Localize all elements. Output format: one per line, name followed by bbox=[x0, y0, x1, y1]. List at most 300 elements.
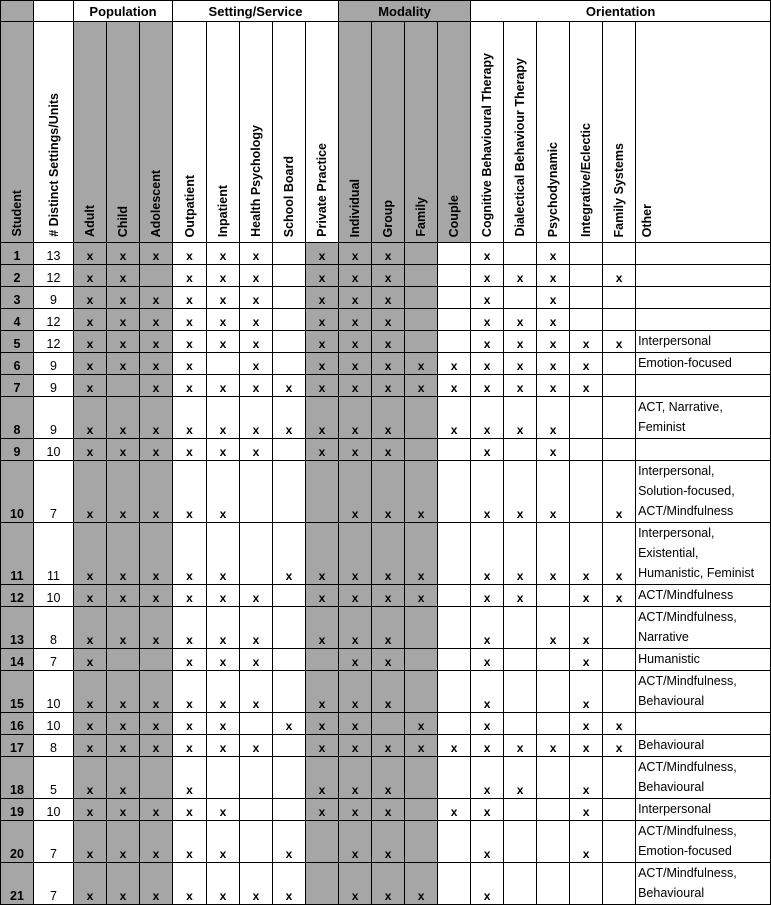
other-orientation-line: ACT/Mindfulness, bbox=[638, 760, 737, 774]
inpatient-cell: x bbox=[207, 243, 240, 265]
other-orientation-line: Interpersonal bbox=[638, 802, 712, 816]
school-board-cell bbox=[273, 607, 306, 649]
family-systems-cell bbox=[603, 757, 636, 799]
outpatient-cell: x bbox=[173, 585, 207, 607]
cbt-cell: x bbox=[471, 439, 504, 461]
outpatient-cell: x bbox=[173, 671, 207, 713]
inpatient-cell: x bbox=[207, 607, 240, 649]
dbt-cell: x bbox=[504, 523, 537, 585]
child-cell: x bbox=[107, 713, 140, 735]
outpatient-cell: x bbox=[173, 265, 207, 287]
cbt-cell: x bbox=[471, 243, 504, 265]
child-cell: x bbox=[107, 523, 140, 585]
other-orientation-cell bbox=[636, 243, 771, 265]
health-psychology-cell: x bbox=[240, 331, 273, 353]
outpatient-cell: x bbox=[173, 461, 207, 523]
table-row bbox=[1, 757, 771, 799]
family-systems-cell bbox=[603, 397, 636, 439]
child-cell bbox=[107, 649, 140, 671]
integrative-eclectic-cell bbox=[570, 461, 603, 523]
adolescent-cell bbox=[140, 265, 173, 287]
family-systems-cell bbox=[603, 375, 636, 397]
individual-cell: x bbox=[339, 863, 372, 905]
adolescent-cell: x bbox=[140, 523, 173, 585]
school-board-cell bbox=[273, 757, 306, 799]
family-cell: x bbox=[405, 523, 438, 585]
health-psychology-cell bbox=[240, 713, 273, 735]
outpatient-cell: x bbox=[173, 757, 207, 799]
other-orientation-cell bbox=[636, 713, 771, 735]
private-practice-cell: x bbox=[306, 397, 339, 439]
other-orientation-cell bbox=[636, 863, 771, 905]
inpatient-cell bbox=[207, 757, 240, 799]
student-id-cell: 3 bbox=[1, 287, 34, 309]
table-row bbox=[1, 461, 771, 523]
private-practice-cell bbox=[306, 461, 339, 523]
child-cell: x bbox=[107, 397, 140, 439]
private-practice-cell: x bbox=[306, 757, 339, 799]
adult-cell: x bbox=[74, 353, 107, 375]
school-board-cell bbox=[273, 265, 306, 287]
private-practice-cell: x bbox=[306, 607, 339, 649]
table-row bbox=[1, 309, 771, 331]
integrative-eclectic-cell: x bbox=[570, 607, 603, 649]
family-cell bbox=[405, 799, 438, 821]
health-psychology-cell bbox=[240, 757, 273, 799]
family-systems-cell bbox=[603, 607, 636, 649]
group-cell: x bbox=[372, 309, 405, 331]
inpatient-cell: x bbox=[207, 287, 240, 309]
health-psychology-cell: x bbox=[240, 375, 273, 397]
private-practice-cell bbox=[306, 863, 339, 905]
distinct-settings-cell: 9 bbox=[34, 353, 74, 375]
adult-cell: x bbox=[74, 757, 107, 799]
col-other: Other bbox=[636, 22, 771, 243]
individual-cell: x bbox=[339, 461, 372, 523]
private-practice-cell: x bbox=[306, 331, 339, 353]
integrative-eclectic-cell: x bbox=[570, 671, 603, 713]
distinct-settings-cell: 7 bbox=[34, 863, 74, 905]
psychodynamic-cell: x bbox=[537, 461, 570, 523]
inpatient-cell: x bbox=[207, 309, 240, 331]
health-psychology-cell bbox=[240, 523, 273, 585]
integrative-eclectic-cell: x bbox=[570, 375, 603, 397]
student-id-cell: 20 bbox=[1, 821, 34, 863]
dbt-cell: x bbox=[504, 309, 537, 331]
col-family-systems: Family Systems bbox=[603, 22, 636, 243]
distinct-settings-cell: 9 bbox=[34, 287, 74, 309]
dbt-cell: x bbox=[504, 397, 537, 439]
couple-cell bbox=[438, 243, 471, 265]
student-id-cell: 19 bbox=[1, 799, 34, 821]
outpatient-cell: x bbox=[173, 375, 207, 397]
adult-cell: x bbox=[74, 461, 107, 523]
table-row bbox=[1, 863, 771, 905]
student-id-cell: 14 bbox=[1, 649, 34, 671]
distinct-settings-cell: 13 bbox=[34, 243, 74, 265]
private-practice-cell: x bbox=[306, 353, 339, 375]
table-row bbox=[1, 375, 771, 397]
couple-cell bbox=[438, 863, 471, 905]
family-cell bbox=[405, 397, 438, 439]
individual-cell: x bbox=[339, 439, 372, 461]
adolescent-cell: x bbox=[140, 799, 173, 821]
cbt-cell: x bbox=[471, 397, 504, 439]
inpatient-cell: x bbox=[207, 585, 240, 607]
group-cell: x bbox=[372, 821, 405, 863]
other-orientation-cell bbox=[636, 799, 771, 821]
other-orientation-line: Existential, bbox=[638, 546, 699, 560]
family-systems-cell bbox=[603, 287, 636, 309]
table-row bbox=[1, 649, 771, 671]
outpatient-cell: x bbox=[173, 649, 207, 671]
other-orientation-cell bbox=[636, 375, 771, 397]
health-psychology-cell bbox=[240, 461, 273, 523]
health-psychology-cell: x bbox=[240, 265, 273, 287]
health-psychology-cell: x bbox=[240, 309, 273, 331]
adolescent-cell: x bbox=[140, 353, 173, 375]
family-cell bbox=[405, 287, 438, 309]
distinct-settings-cell: 10 bbox=[34, 439, 74, 461]
other-orientation-line: Emotion-focused bbox=[638, 356, 732, 370]
adult-cell: x bbox=[74, 265, 107, 287]
inpatient-cell: x bbox=[207, 397, 240, 439]
individual-cell: x bbox=[339, 523, 372, 585]
inpatient-cell: x bbox=[207, 265, 240, 287]
outpatient-cell: x bbox=[173, 799, 207, 821]
cbt-cell: x bbox=[471, 649, 504, 671]
family-cell: x bbox=[405, 375, 438, 397]
child-cell: x bbox=[107, 461, 140, 523]
table-body bbox=[1, 243, 771, 905]
inpatient-cell bbox=[207, 353, 240, 375]
student-id-cell: 2 bbox=[1, 265, 34, 287]
adult-cell: x bbox=[74, 243, 107, 265]
outpatient-cell: x bbox=[173, 821, 207, 863]
other-orientation-cell bbox=[636, 309, 771, 331]
group-cell: x bbox=[372, 461, 405, 523]
outpatient-cell: x bbox=[173, 397, 207, 439]
family-cell: x bbox=[405, 863, 438, 905]
family-systems-cell bbox=[603, 309, 636, 331]
student-id-cell: 17 bbox=[1, 735, 34, 757]
student-id-cell: 1 bbox=[1, 243, 34, 265]
adolescent-cell: x bbox=[140, 607, 173, 649]
child-cell: x bbox=[107, 309, 140, 331]
health-psychology-cell: x bbox=[240, 607, 273, 649]
family-cell bbox=[405, 309, 438, 331]
group-setting-service: Setting/Service bbox=[173, 1, 339, 22]
family-cell: x bbox=[405, 353, 438, 375]
health-psychology-cell: x bbox=[240, 735, 273, 757]
distinct-settings-cell: 7 bbox=[34, 649, 74, 671]
other-orientation-cell bbox=[636, 671, 771, 713]
health-psychology-cell: x bbox=[240, 649, 273, 671]
cbt-cell: x bbox=[471, 585, 504, 607]
col-adolescent: Adolescent bbox=[140, 22, 173, 243]
family-systems-cell bbox=[603, 671, 636, 713]
health-psychology-cell bbox=[240, 799, 273, 821]
other-orientation-line: Humanistic, Feminist bbox=[638, 566, 755, 580]
school-board-cell: x bbox=[273, 375, 306, 397]
adolescent-cell: x bbox=[140, 735, 173, 757]
inpatient-cell: x bbox=[207, 821, 240, 863]
adult-cell: x bbox=[74, 287, 107, 309]
group-cell: x bbox=[372, 287, 405, 309]
integrative-eclectic-cell: x bbox=[570, 331, 603, 353]
adult-cell: x bbox=[74, 649, 107, 671]
student-id-cell: 7 bbox=[1, 375, 34, 397]
distinct-settings-cell: 9 bbox=[34, 397, 74, 439]
table-row bbox=[1, 353, 771, 375]
integrative-eclectic-cell bbox=[570, 287, 603, 309]
couple-cell bbox=[438, 821, 471, 863]
couple-cell bbox=[438, 757, 471, 799]
col-student: Student bbox=[1, 22, 34, 243]
dbt-cell: x bbox=[504, 265, 537, 287]
student-id-cell: 6 bbox=[1, 353, 34, 375]
other-orientation-line: ACT/Mindfulness, bbox=[638, 674, 737, 688]
table-row bbox=[1, 265, 771, 287]
student-id-cell: 9 bbox=[1, 439, 34, 461]
adult-cell: x bbox=[74, 309, 107, 331]
private-practice-cell: x bbox=[306, 265, 339, 287]
adult-cell: x bbox=[74, 821, 107, 863]
school-board-cell bbox=[273, 353, 306, 375]
couple-cell: x bbox=[438, 353, 471, 375]
family-systems-cell: x bbox=[603, 461, 636, 523]
dbt-cell bbox=[504, 649, 537, 671]
distinct-settings-cell: 11 bbox=[34, 523, 74, 585]
cbt-cell: x bbox=[471, 265, 504, 287]
individual-cell: x bbox=[339, 287, 372, 309]
psychodynamic-cell: x bbox=[537, 309, 570, 331]
col-group: Group bbox=[372, 22, 405, 243]
adolescent-cell bbox=[140, 757, 173, 799]
child-cell: x bbox=[107, 671, 140, 713]
psychodynamic-cell bbox=[537, 863, 570, 905]
group-cell: x bbox=[372, 649, 405, 671]
outpatient-cell: x bbox=[173, 863, 207, 905]
dbt-cell bbox=[504, 287, 537, 309]
group-cell: x bbox=[372, 671, 405, 713]
individual-cell: x bbox=[339, 265, 372, 287]
private-practice-cell: x bbox=[306, 735, 339, 757]
child-cell: x bbox=[107, 265, 140, 287]
inpatient-cell: x bbox=[207, 671, 240, 713]
couple-cell: x bbox=[438, 397, 471, 439]
adult-cell: x bbox=[74, 397, 107, 439]
other-orientation-line: Humanistic bbox=[638, 652, 700, 666]
inpatient-cell: x bbox=[207, 375, 240, 397]
other-orientation-line: Feminist bbox=[638, 420, 686, 434]
other-orientation-cell bbox=[636, 331, 771, 353]
dbt-cell bbox=[504, 799, 537, 821]
inpatient-cell: x bbox=[207, 649, 240, 671]
other-orientation-line: Behavioural bbox=[638, 886, 705, 900]
psychodynamic-cell: x bbox=[537, 331, 570, 353]
inpatient-cell: x bbox=[207, 735, 240, 757]
family-systems-cell bbox=[603, 353, 636, 375]
couple-cell bbox=[438, 309, 471, 331]
individual-cell: x bbox=[339, 821, 372, 863]
individual-cell: x bbox=[339, 607, 372, 649]
dbt-cell: x bbox=[504, 353, 537, 375]
family-systems-cell bbox=[603, 649, 636, 671]
other-orientation-cell bbox=[636, 439, 771, 461]
student-id-cell: 12 bbox=[1, 585, 34, 607]
group-cell: x bbox=[372, 585, 405, 607]
adult-cell: x bbox=[74, 585, 107, 607]
private-practice-cell bbox=[306, 821, 339, 863]
outpatient-cell: x bbox=[173, 353, 207, 375]
psychodynamic-cell: x bbox=[537, 523, 570, 585]
family-cell: x bbox=[405, 735, 438, 757]
col-psychodynamic: Psychodynamic bbox=[537, 22, 570, 243]
other-orientation-line: ACT/Mindfulness, bbox=[638, 866, 737, 880]
distinct-settings-cell: 8 bbox=[34, 735, 74, 757]
table-row bbox=[1, 439, 771, 461]
group-cell: x bbox=[372, 735, 405, 757]
other-orientation-line: Emotion-focused bbox=[638, 844, 732, 858]
health-psychology-cell: x bbox=[240, 397, 273, 439]
private-practice-cell: x bbox=[306, 585, 339, 607]
adult-cell: x bbox=[74, 713, 107, 735]
distinct-settings-cell: 12 bbox=[34, 331, 74, 353]
family-systems-cell: x bbox=[603, 713, 636, 735]
distinct-settings-cell: 10 bbox=[34, 799, 74, 821]
school-board-cell bbox=[273, 243, 306, 265]
outpatient-cell: x bbox=[173, 243, 207, 265]
adult-cell: x bbox=[74, 799, 107, 821]
couple-cell bbox=[438, 287, 471, 309]
cbt-cell: x bbox=[471, 863, 504, 905]
cbt-cell: x bbox=[471, 821, 504, 863]
group-cell bbox=[372, 713, 405, 735]
school-board-cell bbox=[273, 461, 306, 523]
health-psychology-cell bbox=[240, 821, 273, 863]
student-id-cell: 18 bbox=[1, 757, 34, 799]
school-board-cell bbox=[273, 671, 306, 713]
other-orientation-line: ACT/Mindfulness, bbox=[638, 610, 737, 624]
family-cell bbox=[405, 821, 438, 863]
adolescent-cell: x bbox=[140, 585, 173, 607]
table-row bbox=[1, 243, 771, 265]
school-board-cell bbox=[273, 439, 306, 461]
distinct-settings-cell: 7 bbox=[34, 821, 74, 863]
child-cell: x bbox=[107, 607, 140, 649]
integrative-eclectic-cell: x bbox=[570, 649, 603, 671]
psychodynamic-cell: x bbox=[537, 397, 570, 439]
adolescent-cell: x bbox=[140, 461, 173, 523]
family-systems-cell: x bbox=[603, 585, 636, 607]
table-row bbox=[1, 607, 771, 649]
private-practice-cell: x bbox=[306, 523, 339, 585]
group-cell: x bbox=[372, 243, 405, 265]
psychodynamic-cell: x bbox=[537, 735, 570, 757]
family-systems-cell: x bbox=[603, 331, 636, 353]
individual-cell: x bbox=[339, 735, 372, 757]
student-id-cell: 8 bbox=[1, 397, 34, 439]
outpatient-cell: x bbox=[173, 523, 207, 585]
child-cell bbox=[107, 375, 140, 397]
school-board-cell: x bbox=[273, 863, 306, 905]
student-id-cell: 13 bbox=[1, 607, 34, 649]
other-orientation-line: ACT/Mindfulness, bbox=[638, 824, 737, 838]
adult-cell: x bbox=[74, 863, 107, 905]
col-child: Child bbox=[107, 22, 140, 243]
table-row bbox=[1, 713, 771, 735]
couple-cell bbox=[438, 671, 471, 713]
child-cell: x bbox=[107, 439, 140, 461]
other-orientation-cell bbox=[636, 757, 771, 799]
table-row bbox=[1, 523, 771, 585]
dbt-cell bbox=[504, 713, 537, 735]
dbt-cell bbox=[504, 821, 537, 863]
inpatient-cell: x bbox=[207, 713, 240, 735]
school-board-cell bbox=[273, 585, 306, 607]
other-orientation-cell bbox=[636, 649, 771, 671]
other-orientation-line: Solution-focused, bbox=[638, 484, 735, 498]
school-board-cell: x bbox=[273, 821, 306, 863]
cbt-cell: x bbox=[471, 375, 504, 397]
integrative-eclectic-cell bbox=[570, 265, 603, 287]
child-cell: x bbox=[107, 757, 140, 799]
adult-cell: x bbox=[74, 331, 107, 353]
adult-cell: x bbox=[74, 375, 107, 397]
other-orientation-line: Interpersonal, bbox=[638, 526, 715, 540]
adolescent-cell: x bbox=[140, 671, 173, 713]
group-cell: x bbox=[372, 863, 405, 905]
family-cell: x bbox=[405, 461, 438, 523]
private-practice-cell: x bbox=[306, 375, 339, 397]
individual-cell: x bbox=[339, 309, 372, 331]
psychodynamic-cell bbox=[537, 713, 570, 735]
couple-cell: x bbox=[438, 375, 471, 397]
adolescent-cell: x bbox=[140, 713, 173, 735]
distinct-settings-cell: 10 bbox=[34, 671, 74, 713]
other-orientation-cell bbox=[636, 607, 771, 649]
integrative-eclectic-cell bbox=[570, 863, 603, 905]
family-cell bbox=[405, 243, 438, 265]
outpatient-cell: x bbox=[173, 607, 207, 649]
inpatient-cell: x bbox=[207, 331, 240, 353]
family-cell: x bbox=[405, 585, 438, 607]
psychodynamic-cell: x bbox=[537, 265, 570, 287]
dbt-cell: x bbox=[504, 375, 537, 397]
adult-cell: x bbox=[74, 607, 107, 649]
outpatient-cell: x bbox=[173, 713, 207, 735]
col-private-practice: Private Practice bbox=[306, 22, 339, 243]
adolescent-cell: x bbox=[140, 243, 173, 265]
distinct-settings-cell: 9 bbox=[34, 375, 74, 397]
couple-cell bbox=[438, 331, 471, 353]
psychodynamic-cell: x bbox=[537, 439, 570, 461]
private-practice-cell: x bbox=[306, 439, 339, 461]
cbt-cell: x bbox=[471, 735, 504, 757]
individual-cell: x bbox=[339, 585, 372, 607]
col-cbt: Cognitive Behavioural Therapy bbox=[471, 22, 504, 243]
table-row bbox=[1, 671, 771, 713]
adult-cell: x bbox=[74, 439, 107, 461]
family-systems-cell: x bbox=[603, 265, 636, 287]
family-cell bbox=[405, 439, 438, 461]
other-orientation-cell bbox=[636, 523, 771, 585]
outpatient-cell: x bbox=[173, 309, 207, 331]
health-psychology-cell: x bbox=[240, 439, 273, 461]
cbt-cell: x bbox=[471, 607, 504, 649]
group-cell: x bbox=[372, 353, 405, 375]
